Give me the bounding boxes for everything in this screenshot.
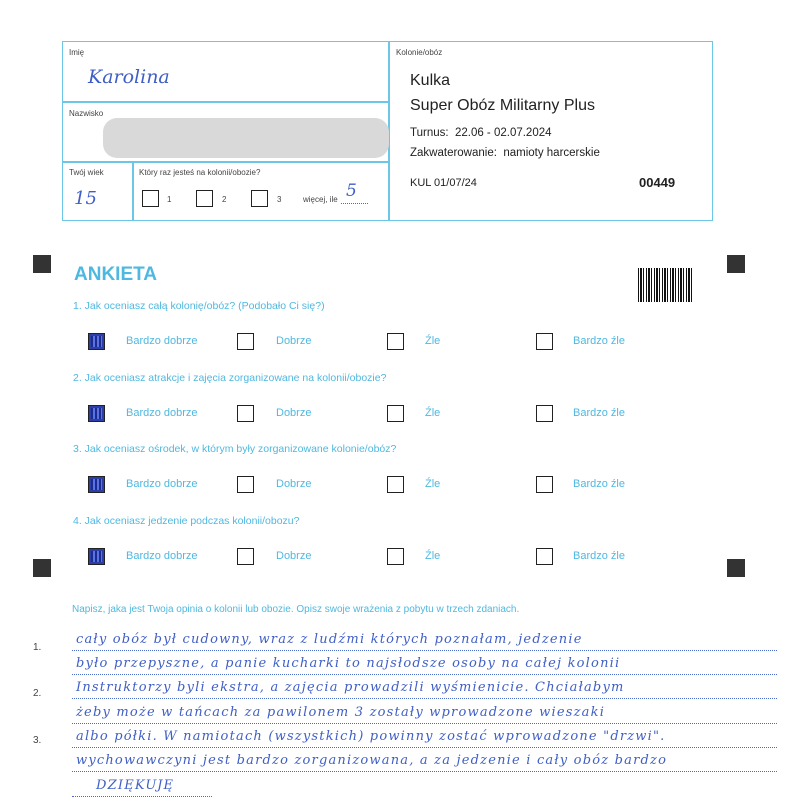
lodging-value: namioty harcerskie	[503, 147, 600, 159]
opinion-dotline	[72, 771, 777, 772]
barcode	[638, 268, 693, 302]
line-number-1: 1.	[33, 642, 42, 653]
opinion-dotline	[72, 650, 777, 651]
question-1-option-3: Źle	[425, 335, 441, 347]
lodging-label: Zakwaterowanie:	[410, 147, 497, 159]
question-3-checkbox-2[interactable]	[237, 476, 254, 493]
question-1-option-2: Dobrze	[276, 335, 312, 347]
question-4-option-3: Źle	[425, 550, 441, 562]
term-value: 22.06 - 02.07.2024	[454, 127, 552, 139]
term-label: Turnus:	[410, 127, 449, 139]
question-2-checkbox-3[interactable]	[387, 405, 404, 422]
more-value[interactable]: 5	[346, 181, 357, 201]
opinion-line[interactable]: żeby może w tańcach za pawilonem 3 zostały wprowadzone wieszaki	[76, 705, 606, 720]
camp-term	[410, 127, 552, 139]
question-3-option-2: Dobrze	[276, 478, 312, 490]
name-value[interactable]: Karolina	[88, 66, 170, 88]
question-2-option-2: Dobrze	[276, 407, 312, 419]
camp-code: KUL 01/07/24	[410, 177, 477, 189]
question-1-text: 1. Jak oceniasz całą kolonię/obóz? (Podobało Ci się?)	[73, 300, 325, 312]
age-divider	[132, 161, 134, 221]
question-2-option-1: Bardzo dobrze	[126, 407, 198, 419]
question-1-checkbox-3[interactable]	[387, 333, 404, 350]
opinion-dotline	[72, 698, 777, 699]
question-3-checkbox-1[interactable]	[88, 476, 105, 493]
question-4-checkbox-4[interactable]	[536, 548, 553, 565]
times-label: Który raz jesteś na kolonii/obozie?	[139, 168, 261, 177]
opinion-dotline	[72, 723, 777, 724]
question-1-checkbox-1[interactable]	[88, 333, 105, 350]
question-1-option-1: Bardzo dobrze	[126, 335, 198, 347]
surname-divider	[62, 161, 389, 163]
camp-name: Super Obóz Militarny Plus	[410, 97, 595, 114]
question-3-option-1: Bardzo dobrze	[126, 478, 198, 490]
camp-lodging	[410, 147, 600, 159]
opinion-dotline	[72, 674, 777, 675]
question-4-option-2: Dobrze	[276, 550, 312, 562]
opinion-line[interactable]: wychowawczyni jest bardzo zorganizowana, a za jedzenie i cały obóz bardzo	[76, 753, 668, 768]
times-checkbox-1[interactable]	[142, 190, 159, 207]
survey-title: ANKIETA	[74, 264, 158, 285]
question-2-checkbox-2[interactable]	[237, 405, 254, 422]
times-checkbox-2[interactable]	[196, 190, 213, 207]
question-2-text: 2. Jak oceniasz atrakcje i zajęcia zorganizowane na kolonii/obozie?	[73, 372, 387, 384]
surname-redacted	[103, 118, 389, 158]
age-label: Twój wiek	[69, 168, 104, 177]
question-4-text: 4. Jak oceniasz jedzenie podczas kolonii/obozu?	[73, 515, 300, 527]
opinion-dotline	[72, 747, 777, 748]
question-4-checkbox-2[interactable]	[237, 548, 254, 565]
camp-label: Kolonie/obóz	[396, 48, 443, 57]
question-2-checkbox-4[interactable]	[536, 405, 553, 422]
line-number-3: 3.	[33, 735, 42, 746]
times-option-1: 1	[167, 195, 172, 204]
question-4-checkbox-3[interactable]	[387, 548, 404, 565]
question-1-option-4: Bardzo źle	[573, 335, 625, 347]
opinion-dotline	[72, 796, 212, 797]
camp-number: 00449	[639, 175, 676, 190]
question-3-checkbox-3[interactable]	[387, 476, 404, 493]
question-4-option-1: Bardzo dobrze	[126, 550, 198, 562]
times-checkbox-3[interactable]	[251, 190, 268, 207]
camp-brand: Kulka	[410, 72, 451, 89]
opinion-line[interactable]: albo półki. W namiotach (wszystkich) powinny zostać wprowadzone "drzwi".	[76, 729, 666, 744]
times-option-3: 3	[277, 195, 282, 204]
opinion-prompt: Napisz, jaka jest Twoja opinia o kolonii lub obozie. Opisz swoje wrażenia z pobytu w trzech zdaniach.	[72, 604, 520, 615]
more-label: więcej, ile	[303, 195, 338, 204]
question-1-checkbox-4[interactable]	[536, 333, 553, 350]
name-divider	[62, 101, 389, 103]
question-4-option-4: Bardzo źle	[573, 550, 625, 562]
question-3-option-4: Bardzo źle	[573, 478, 625, 490]
question-2-option-4: Bardzo źle	[573, 407, 625, 419]
scan-marker-top-left	[33, 255, 51, 273]
question-1-checkbox-2[interactable]	[237, 333, 254, 350]
question-2-option-3: Źle	[425, 407, 441, 419]
question-4-checkbox-1[interactable]	[88, 548, 105, 565]
question-2-checkbox-1[interactable]	[88, 405, 105, 422]
scan-marker-top-right	[727, 255, 745, 273]
age-value[interactable]: 15	[74, 188, 97, 209]
opinion-line[interactable]: było przepyszne, a panie kucharki to najsłodsze osoby na całej kolonii	[76, 656, 621, 671]
name-label: Imię	[69, 48, 85, 57]
surname-label: Nazwisko	[69, 109, 104, 118]
line-number-2: 2.	[33, 688, 42, 699]
question-3-checkbox-4[interactable]	[536, 476, 553, 493]
question-3-text: 3. Jak oceniasz ośrodek, w którym były zorganizowane kolonie/obóz?	[73, 443, 397, 455]
opinion-line[interactable]: DZIĘKUJĘ	[96, 778, 175, 793]
scan-marker-bottom-right	[727, 559, 745, 577]
opinion-line[interactable]: cały obóz był cudowny, wraz z ludźmi których poznałam, jedzenie	[76, 632, 583, 647]
more-dotline	[341, 203, 368, 204]
times-option-2: 2	[222, 195, 227, 204]
scan-marker-bottom-left	[33, 559, 51, 577]
question-3-option-3: Źle	[425, 478, 441, 490]
opinion-line[interactable]: Instruktorzy byli ekstra, a zajęcia prowadzili wyśmienicie. Chciałabym	[76, 680, 625, 695]
